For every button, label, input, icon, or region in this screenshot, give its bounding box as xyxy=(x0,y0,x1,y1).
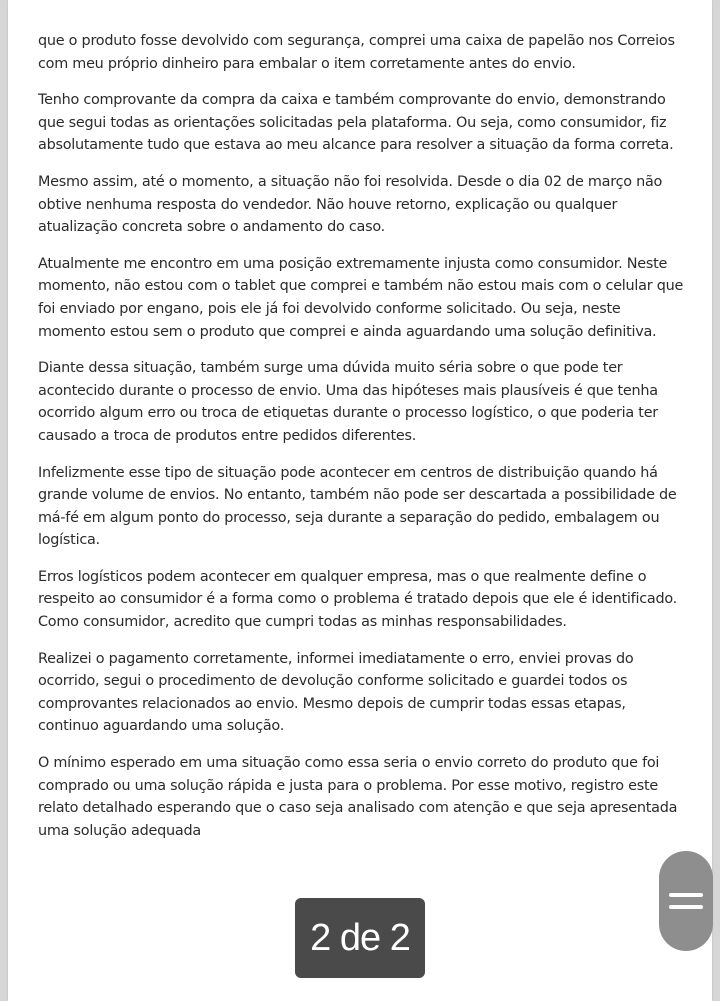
paragraph: O mínimo esperado em uma situação como essa seria o envio correto do produto que foi comprado ou uma solução rápida e justa para o problema. Por esse motivo, registro este relato detalhado esperando que o caso seja analisado com atenção e que seja apresentada uma solução adequada xyxy=(38,755,678,839)
paragraph: Tenho comprovante da compra da caixa e também comprovante do envio, demonstrando que segui todas as orientações solicitadas pela plataforma. Ou seja, como consumidor, fiz absolutamente tudo que estava ao meu alcance para resolver a situação da forma correta. xyxy=(38,92,674,154)
document-body xyxy=(38,30,688,856)
paragraph: Infelizmente esse tipo de situação pode acontecer em centros de distribuição quando há grande volume de envios. No entanto, também não pode ser descartada a possibilidade de má-fé em algum ponto do processo, seja durante a separação do pedido, embalagem ou logística. xyxy=(38,464,677,549)
paragraph: Erros logísticos podem acontecer em qualquer empresa, mas o que realmente define o respeito ao consumidor é a forma como o problema é tratado depois que ele é identificado. Como consumidor, acredito que cumpri todas as minhas responsabilidades. xyxy=(38,568,677,631)
scroll-handle[interactable] xyxy=(659,851,713,951)
paragraph: Atualmente me encontro em uma posição extremamente injusta como consumidor. Neste momento, não estou com o tablet que comprei e também não estou mais com o celular que foi enviado por engano, pois ele já foi devolvido conforme solicitado. Ou seja, neste momento estou sem o produto que comprei e ainda aguardando uma solução definitiva. xyxy=(38,255,684,340)
document-page xyxy=(8,0,712,1001)
paragraph: que o produto fosse devolvido com segurança, comprei uma caixa de papelão nos Correios com meu próprio dinheiro para embalar o item corretamente antes do envio. xyxy=(38,33,675,72)
paragraph: Mesmo assim, até o momento, a situação não foi resolvida. Desde o dia 02 de março não obtive nenhuma resposta do vendedor. Não houve retorno, explicação ou qualquer atualização concreta sobre o andamento do caso. xyxy=(38,173,663,236)
page-indicator: 2 de 2 xyxy=(295,898,425,978)
drag-handle-icon xyxy=(669,905,703,909)
paragraph: Diante dessa situação, também surge uma dúvida muito séria sobre o que pode ter acontecido durante o processo de envio. Uma das hipóteses mais plausíveis é que tenha ocorrido algum erro ou troca de etiquetas durante o processo logístico, o que poderia ter causado a troca de produtos entre pedidos diferentes. xyxy=(38,360,658,444)
drag-handle-icon xyxy=(669,893,703,897)
paragraph: Realizei o pagamento corretamente, informei imediatamente o erro, enviei provas do ocorrido, segui o procedimento de devolução conforme solicitado e guardei todos os comprovantes relacionados ao envio. Mesmo depois de cumprir todas essas etapas, continuo aguardando uma solução. xyxy=(38,650,634,735)
